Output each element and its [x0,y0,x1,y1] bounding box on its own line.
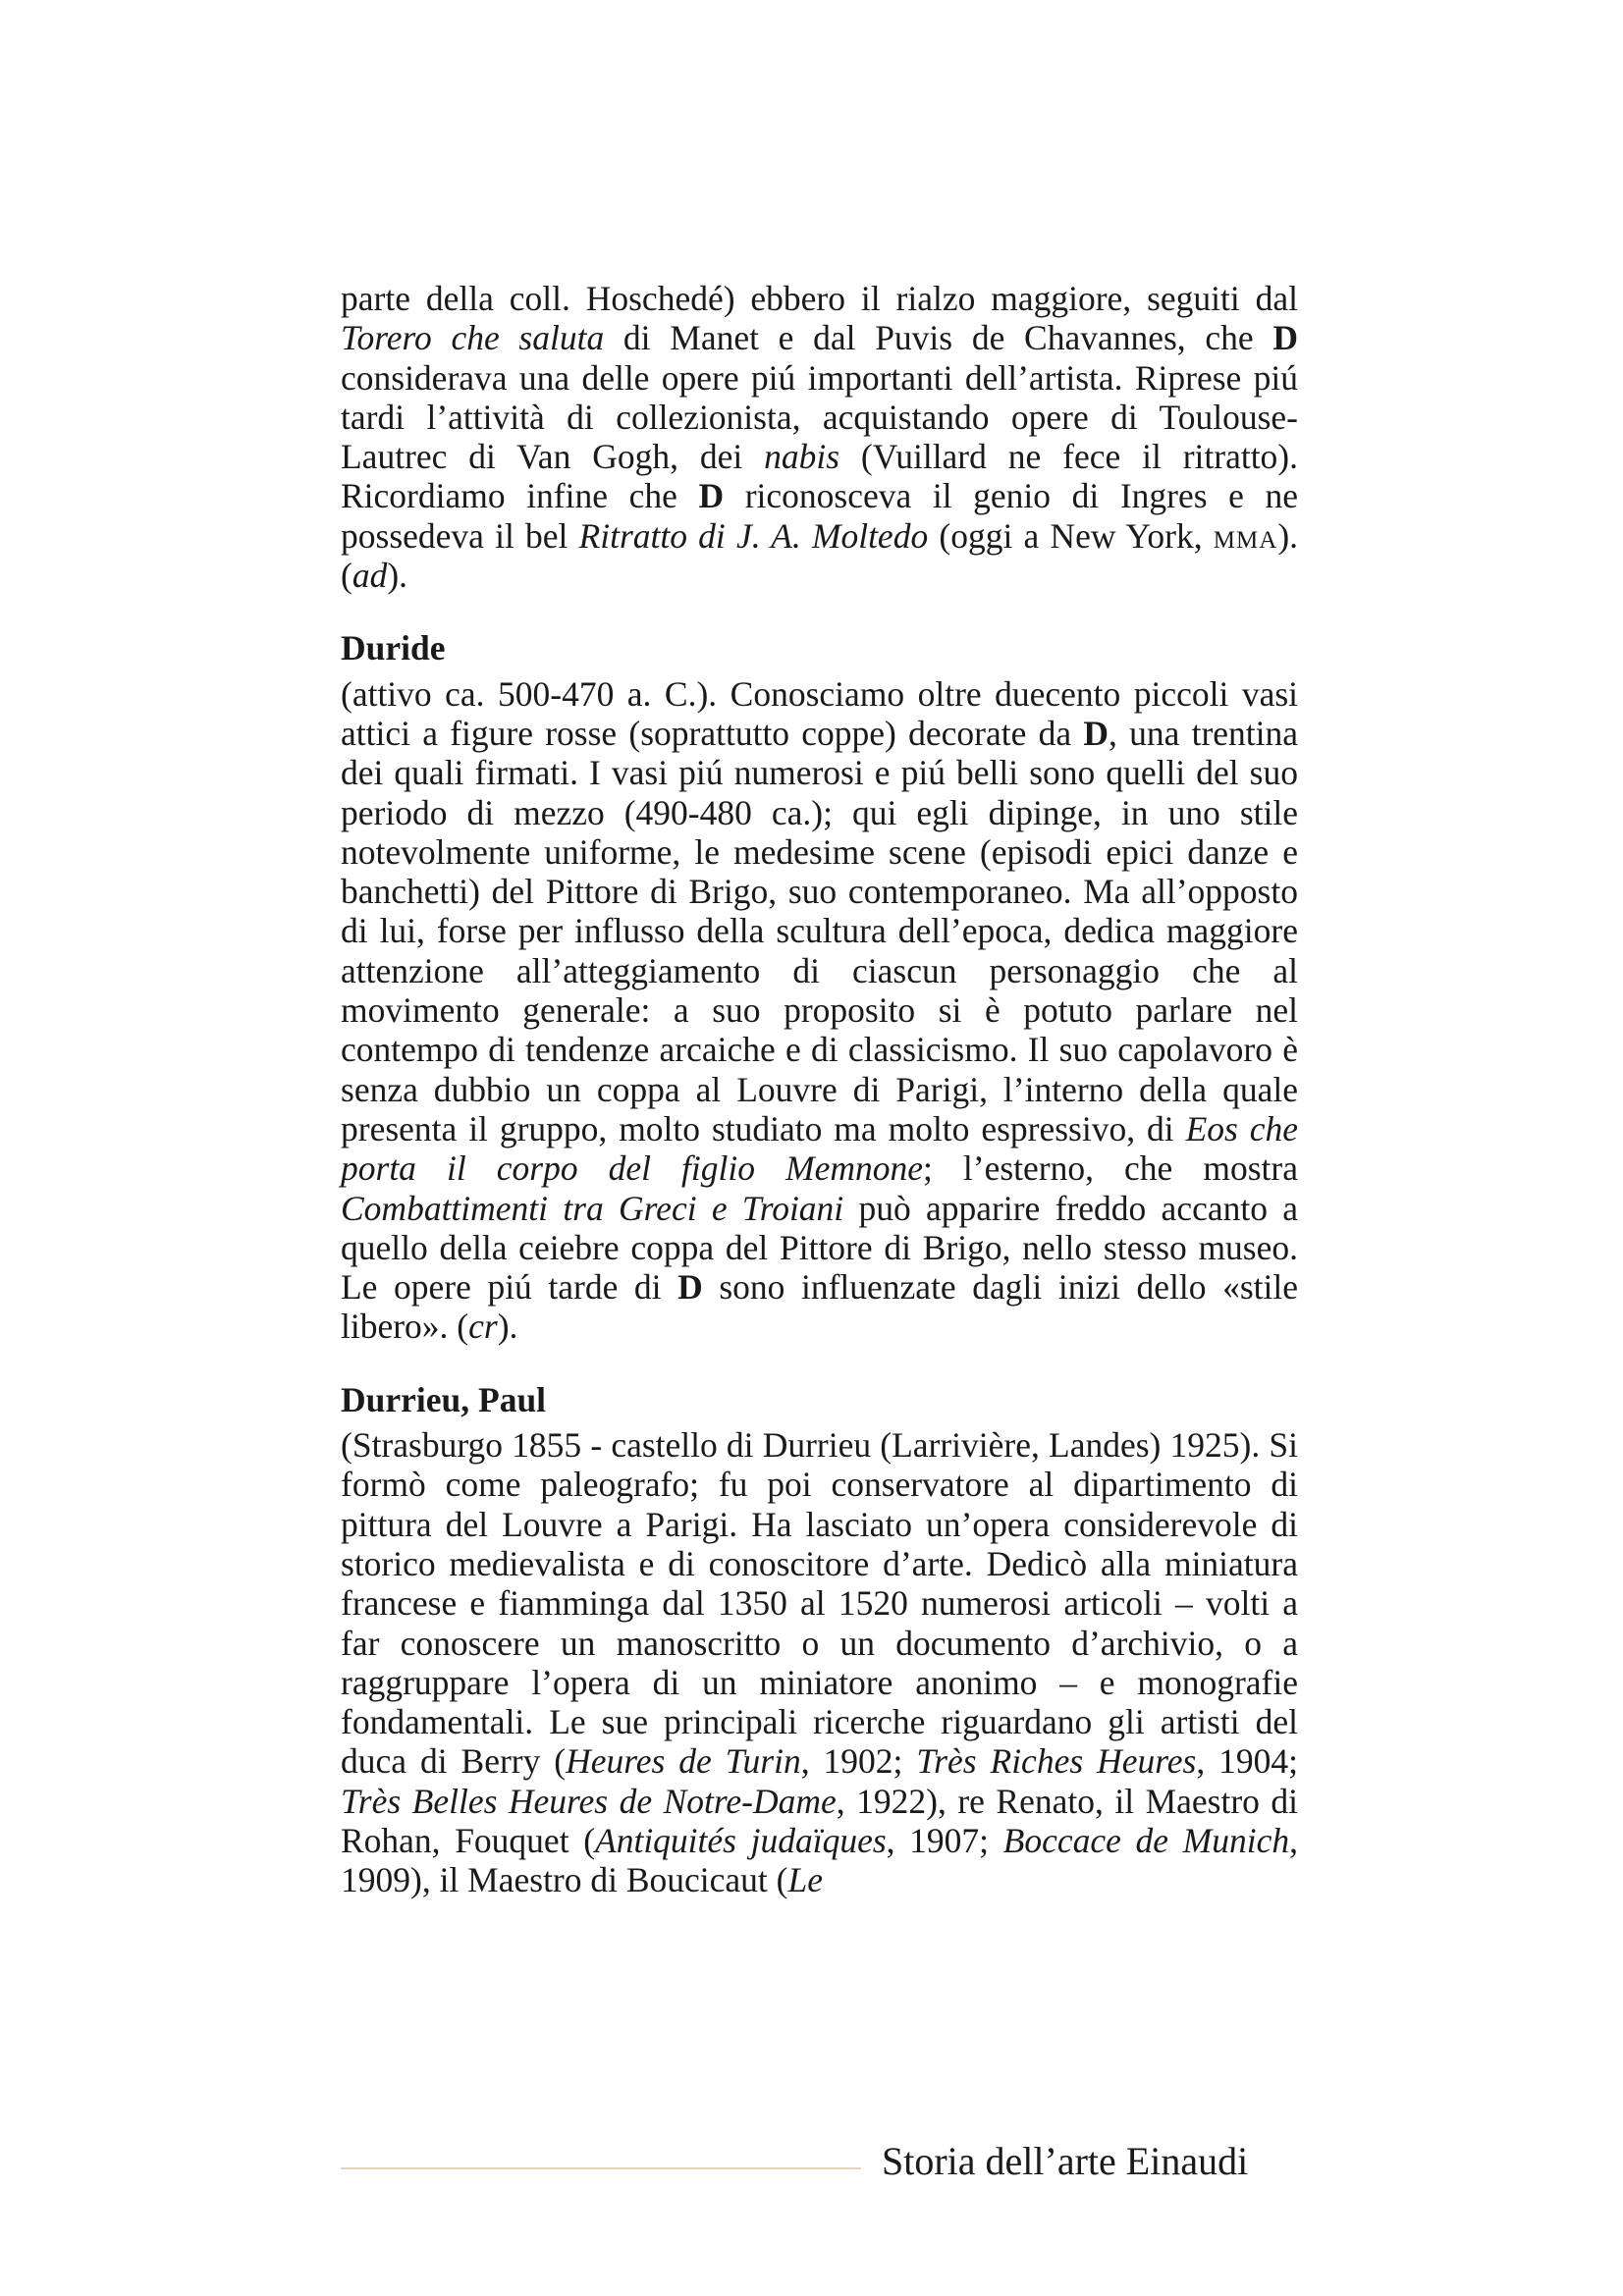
text-segment: ; l’esterno, che mostra [923,1148,1298,1189]
entry-durrieu-body [341,1425,1298,1900]
footer-rule [341,2167,861,2169]
text-segment: , 1909), il Maestro di Boucicaut ( [341,1820,1298,1900]
text-segment: Très Riches Heures [916,1741,1197,1782]
text-segment: , 1904; [1196,1741,1299,1782]
text-segment: riconosceva il genio di Ingres e ne possedeva il bel [341,476,1299,556]
text-segment: D [698,476,725,516]
footer-title: Storia dell’arte Einaudi [882,2139,1249,2183]
text-segment: D [1083,713,1109,753]
text-segment: nabis [764,437,840,477]
text-segment: (oggi a New York, [928,515,1214,556]
text-segment: Très Belles Heures de Notre-Dame [341,1781,837,1821]
text-segment: (Strasburgo 1855 - castello di Durrieu (Larrivière, Landes) 1925). Si formò come paleografo; fu poi conservatore al dipartimento di pittura del Louvre a Parigi. Ha lasciato un’opera considerevole di storico medievalista e di conoscitore d’arte. Dedicò alla miniatura francese e fiamminga dal 1350 al 1520 numerosi articoli – volti a far conoscere un manoscritto o un documento d’archivio, o a raggruppare l’opera di un miniatore anonimo – e monografie fondamentali. Le sue principali ricerche riguardano gli artisti del duca di Berry ( [341,1425,1298,1782]
text-segment: ). [387,556,408,596]
text-segment: , 1907; [886,1820,1003,1860]
text-segment: ). ( [341,515,1299,596]
entry-duride-body [341,674,1298,1347]
text-segment: di Manet e dal Puvis de Chavannes, che [604,318,1273,358]
text-segment: Eos che porta il corpo del figlio Memnone [341,1108,1298,1189]
text-segment: sono influenzate dagli inizi dello «stile libero». ( [341,1267,1298,1347]
text-segment: parte della coll. Hoschedé) ebbero il rialzo maggiore, seguiti dal [341,279,1298,318]
text-segment: Torero che saluta [341,318,605,358]
entry-degas-continued-body [341,279,1298,595]
text-segment: cr [468,1307,498,1347]
text-segment: mma [1213,515,1278,556]
text-segment: D [677,1267,703,1308]
text-segment: Antiquités judaïques [595,1820,887,1860]
text-segment: Heures de Turin [566,1741,801,1782]
text-segment: Boccace de Munich [1002,1820,1290,1860]
entry-title-duride: Duride [341,628,446,668]
text-segment: D [1272,318,1298,358]
text-segment: Le [787,1860,823,1900]
text-column [341,279,1298,1900]
text-segment: ad [352,556,388,596]
text-segment: Combattimenti tra Greci e Troiani [341,1188,844,1228]
text-segment: , 1902; [800,1741,917,1782]
text-segment: (attivo ca. 500-470 a. C.). Conosciamo oltre duecento piccoli vasi attici a figure rosse (soprattutto coppe) decorate da [341,673,1298,753]
entry-title-durrieu: Durrieu, Paul [341,1379,547,1419]
text-segment: ). [497,1307,518,1347]
text-segment: Ritratto di J. A. Moltedo [578,515,929,556]
text-segment: , 1922), re Renato, il Maestro di Rohan, Fouquet ( [341,1781,1299,1860]
text-segment: , una trentina dei quali firmati. I vasi piú numerosi e piú belli sono quelli del suo periodo di mezzo (490-480 ca.); qui egli dipinge, in uno stile notevolmente uniforme, le medesime scene (episodi epici danze e banchetti) del Pittore di Brigo, suo contemporaneo. Ma all’opposto di lui, forse per influsso della scultura dell’epoca, dedica maggiore attenzione all’atteggiamento di ciascun personaggio che al movimento generale: a suo proposito si è potuto parlare nel contempo di tendenze arcaiche e di classicismo. Il suo capolavoro è senza dubbio un coppa al Louvre di Parigi, l’interno della quale presenta il gruppo, molto studiato ma molto espressivo, di [341,713,1298,1148]
text-segment: considerava una delle opere piú importanti dell’artista. Riprese piú tardi l’attività di collezionista, acquistando opere di Toulouse-Lautrec di Van Gogh, dei [341,357,1298,477]
text-segment: (Vuillard ne fece il ritratto). Ricordiamo infine che [341,437,1299,516]
text-segment: può apparire freddo accanto a quello della ceiebre coppa del Pittore di Brigo, nello stesso museo. Le opere piú tarde di [341,1188,1299,1308]
